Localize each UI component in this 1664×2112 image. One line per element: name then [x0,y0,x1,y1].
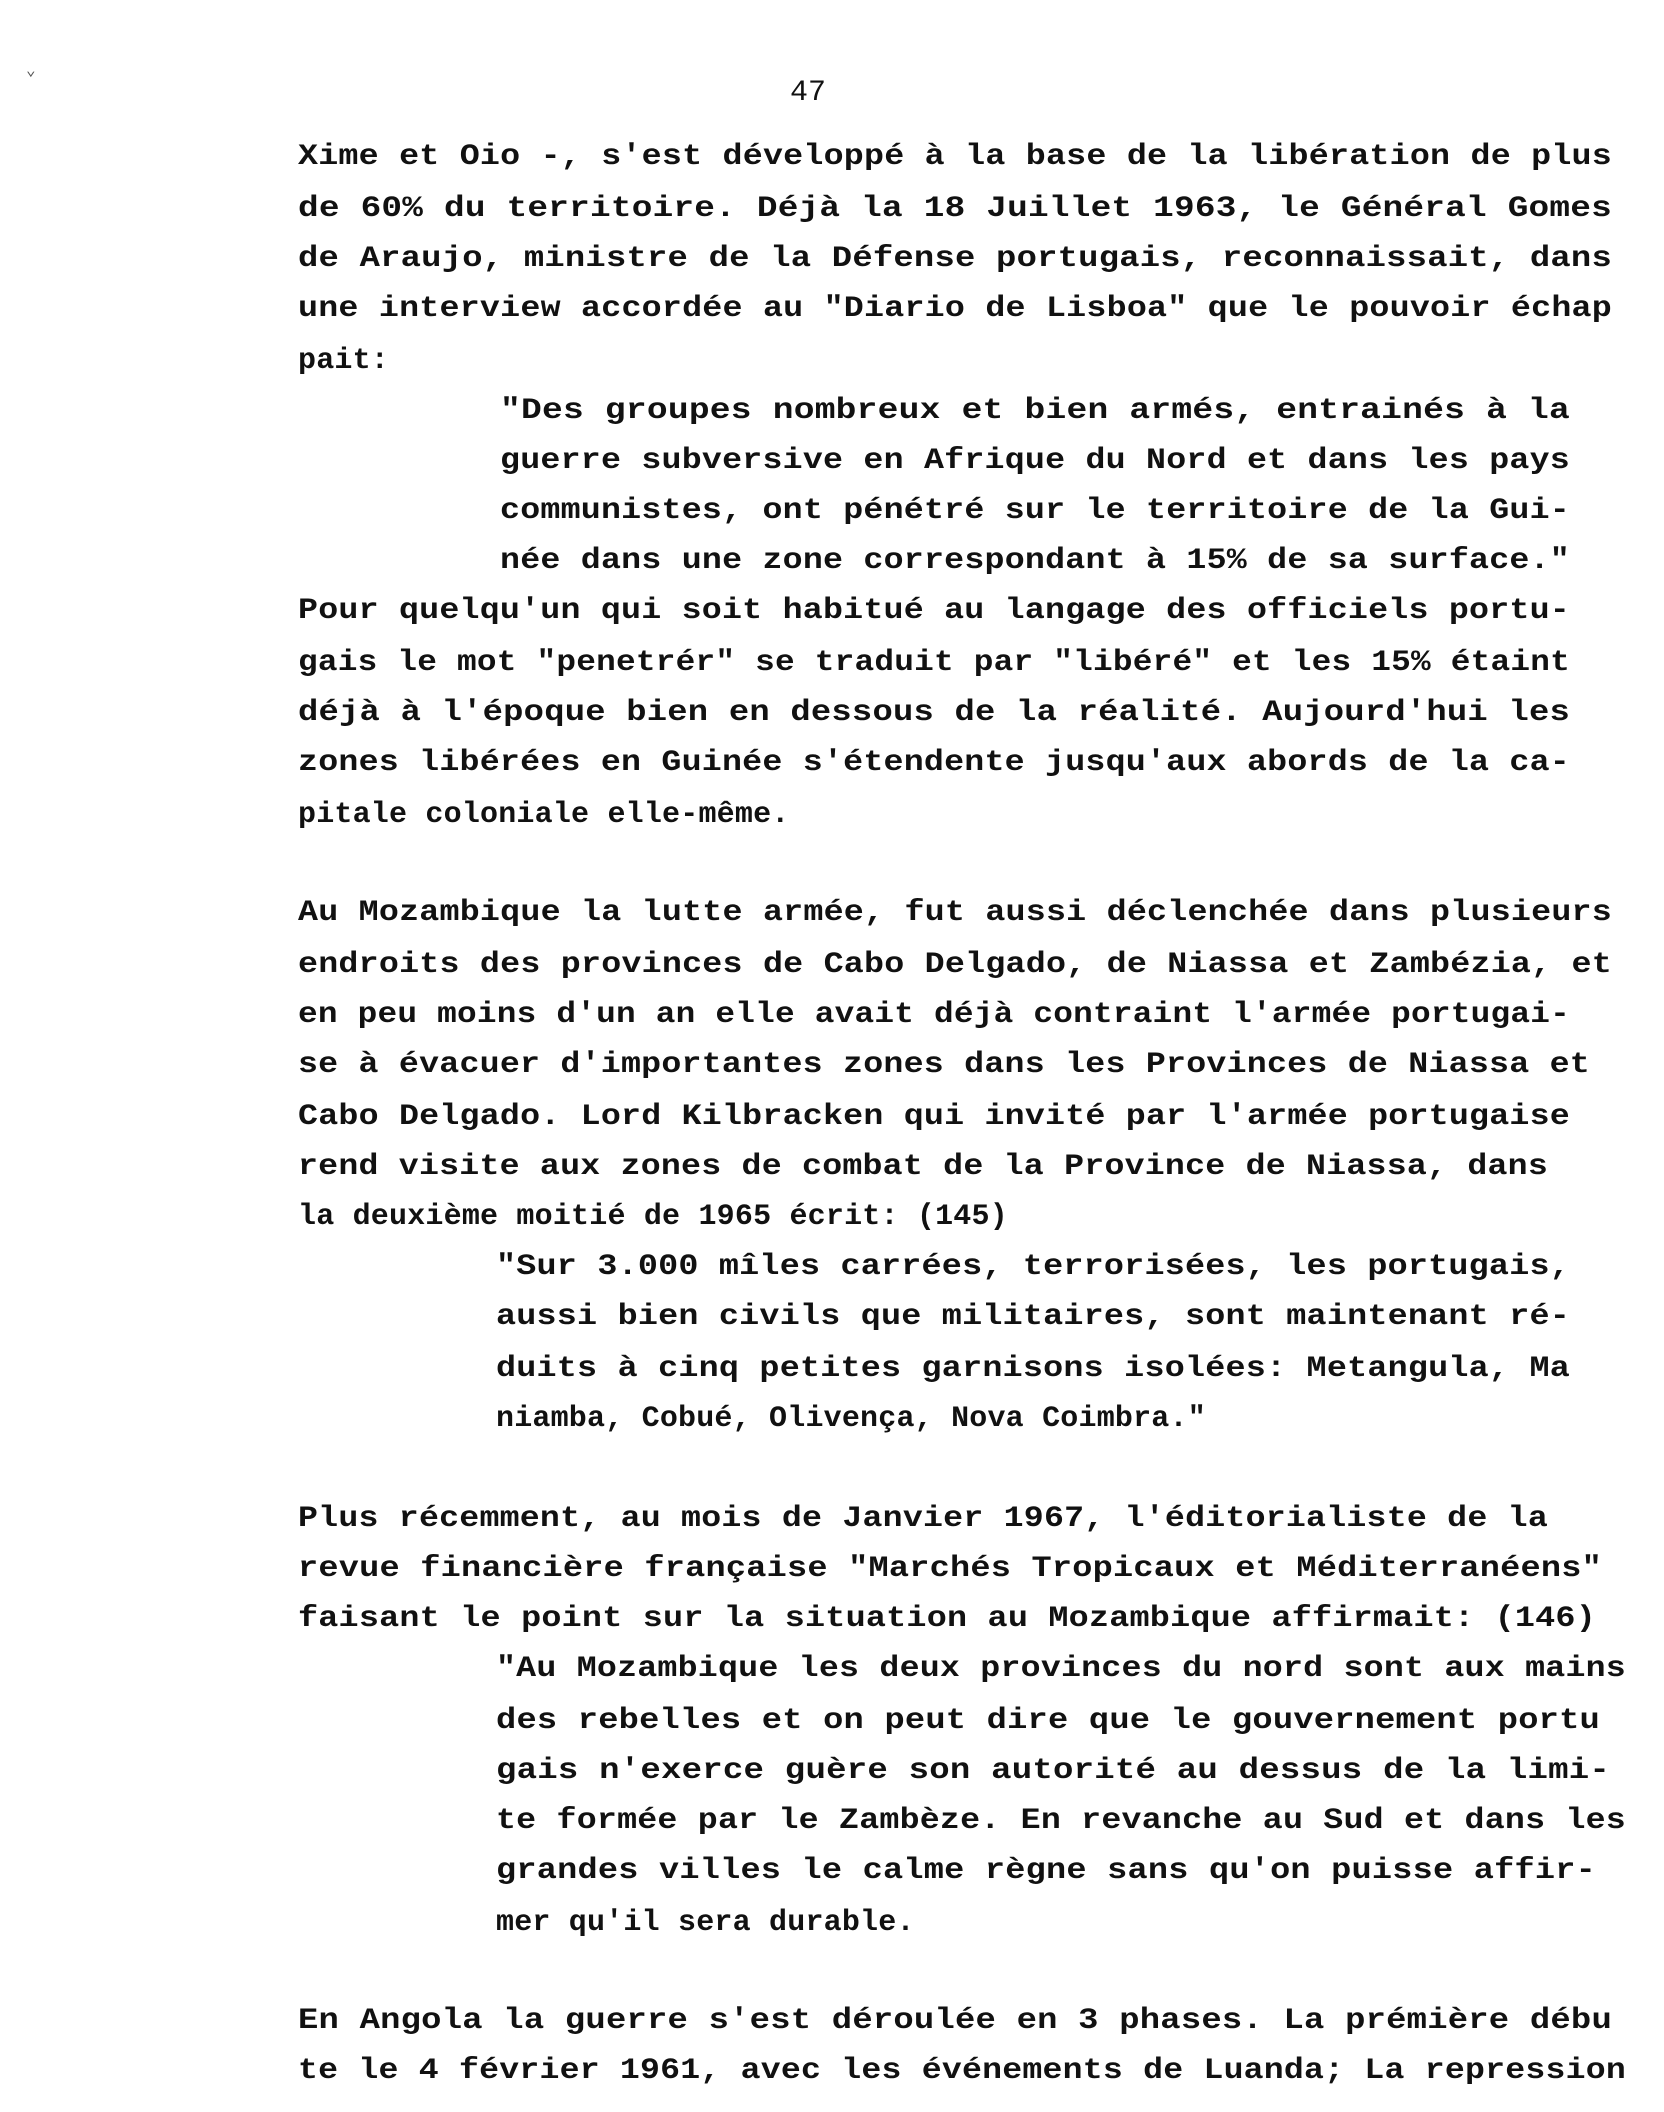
quote-line: "Sur 3.000 mîles carrées, terrorisées, les portugais, [496,1250,1570,1284]
quote-line: grandes villes le calme règne sans qu'on puisse affir- [496,1854,1596,1888]
text-line: Plus récemment, au mois de Janvier 1967, l'éditorialiste de la [298,1502,1548,1536]
quote-line: duits à cinq petites garnisons isolées: Metangula, Ma [496,1352,1570,1386]
text-line: Pour quelqu'un qui soit habitué au langage des officiels portu- [298,594,1570,628]
text-line: de Araujo, ministre de la Défense portugais, reconnaissait, dans [298,242,1612,276]
page-number: 47 [790,76,827,110]
quote-line: gais n'exerce guère son autorité au dessus de la limi- [496,1754,1610,1788]
text-line: rend visite aux zones de combat de la Province de Niassa, dans [298,1150,1548,1184]
text-line: pitale coloniale elle-même. [298,798,790,832]
text-line: En Angola la guerre s'est déroulée en 3 phases. La prémière débu [298,2004,1612,2038]
text-line: en peu moins d'un an elle avait déjà contraint l'armée portugai- [298,998,1570,1032]
text-line: endroits des provinces de Cabo Delgado, de Niassa et Zambézia, et [298,948,1612,982]
text-line: la deuxième moitié de 1965 écrit: (145) [298,1200,1008,1234]
text-line: zones libérées en Guinée s'étendente jusqu'aux abords de la ca- [298,746,1570,780]
text-line: une interview accordée au "Diario de Lisboa" que le pouvoir échap [298,292,1612,326]
text-line: faisant le point sur la situation au Mozambique affirmait: (146) [298,1602,1596,1636]
quote-line: te formée par le Zambèze. En revanche au Sud et dans les [496,1804,1626,1838]
quote-line: "Des groupes nombreux et bien armés, entrainés à la [500,394,1570,428]
text-line: Cabo Delgado. Lord Kilbracken qui invité par l'armée portugaise [298,1100,1570,1134]
text-line: gais le mot "penetrér" se traduit par "libéré" et les 15% étaint [298,646,1570,680]
text-line: de 60% du territoire. Déjà la 18 Juillet 1963, le Général Gomes [298,192,1612,226]
quote-line: communistes, ont pénétré sur le territoire de la Gui- [500,494,1570,528]
quote-line: mer qu'il sera durable. [496,1906,915,1940]
text-line: Xime et Oio -, s'est développé à la base de la libération de plus [298,140,1612,174]
quote-line: niamba, Cobué, Olivença, Nova Coimbra." [496,1402,1206,1436]
margin-mark: ⌄ [26,62,36,80]
text-line: pait: [298,344,390,378]
text-line: revue financière française "Marchés Tropicaux et Méditerranéens" [298,1552,1603,1586]
text-line: Au Mozambique la lutte armée, fut aussi déclenchée dans plusieurs [298,896,1612,930]
text-line: se à évacuer d'importantes zones dans les Provinces de Niassa et [298,1048,1590,1082]
quote-line: guerre subversive en Afrique du Nord et dans les pays [500,444,1570,478]
quote-line: née dans une zone correspondant à 15% de sa surface." [500,544,1570,578]
quote-line: "Au Mozambique les deux provinces du nord sont aux mains [496,1652,1626,1686]
text-line: te le 4 février 1961, avec les événements de Luanda; La repression [298,2054,1626,2088]
quote-line: des rebelles et on peut dire que le gouvernement portu [496,1704,1600,1738]
quote-line: aussi bien civils que militaires, sont maintenant ré- [496,1300,1570,1334]
text-line: déjà à l'époque bien en dessous de la réalité. Aujourd'hui les [298,696,1571,730]
